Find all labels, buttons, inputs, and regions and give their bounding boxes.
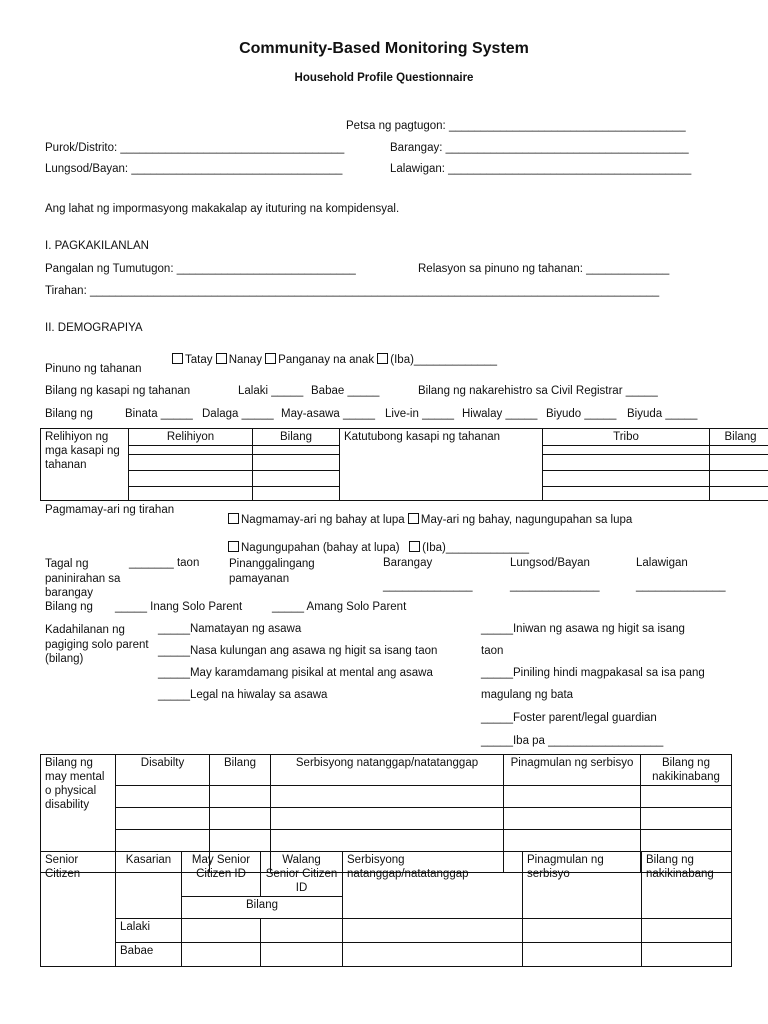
checkbox[interactable] — [377, 353, 388, 364]
section-2-heading: II. DEMOGRAPIYA — [45, 322, 143, 334]
col-service: Serbisyong natanggap/natatanggap — [343, 852, 523, 919]
checkbox[interactable] — [228, 513, 239, 524]
row-male: Lalaki — [116, 919, 182, 943]
checkbox[interactable] — [172, 353, 183, 364]
solo-parent-count-label: Bilang ng — [45, 601, 93, 613]
page-title: Community-Based Monitoring System — [239, 40, 529, 57]
reason-iba[interactable]: _____Iba pa __________________ — [481, 735, 664, 747]
col-count: Bilang — [210, 755, 271, 786]
table-cell[interactable] — [182, 943, 261, 967]
col-beneficiaries: Bilang ng nakikinabang — [642, 852, 732, 919]
religion-label: Relihiyon ng mga kasapi ng tahanan — [41, 429, 129, 501]
civil-registrar-field[interactable]: Bilang ng nakarehistro sa Civil Registrar _____ — [418, 385, 658, 397]
reason-hiwalay[interactable]: _____Legal na hiwalay sa asawa — [158, 689, 328, 701]
table-cell[interactable] — [129, 471, 253, 487]
table-cell[interactable] — [641, 830, 732, 852]
checkbox[interactable] — [409, 541, 420, 552]
origin-lalawigan-label: Lalawigan — [636, 557, 688, 569]
table-cell[interactable] — [523, 943, 642, 967]
option-iba: (Iba)_____________ — [390, 354, 498, 366]
checkbox[interactable] — [216, 353, 227, 364]
ownership-label: Pagmamay-ari ng tirahan — [45, 504, 175, 516]
col-religion: Relihiyon — [129, 429, 253, 446]
col-service: Serbisyong natanggap/natatanggap — [271, 755, 504, 786]
inang-solo-parent[interactable]: _____ Inang Solo Parent — [115, 601, 243, 613]
status-label: Bilang ng — [45, 408, 93, 420]
status-hiwalay[interactable]: Hiwalay _____ — [462, 408, 538, 420]
table-cell[interactable] — [710, 471, 768, 487]
option-renting: Nagungupahan (bahay at lupa) — [241, 542, 400, 554]
col-count: Bilang — [253, 429, 340, 446]
residency-label: Tagal ng paninirahan sa barangay — [45, 558, 121, 599]
table-cell[interactable] — [116, 808, 210, 830]
status-biyudo[interactable]: Biyudo _____ — [546, 408, 617, 420]
table-cell[interactable] — [710, 487, 768, 501]
table-cell[interactable] — [210, 808, 271, 830]
lungsod-field[interactable]: Lungsod/Bayan: _________________________________ — [45, 163, 343, 175]
address-field[interactable]: Tirahan: _________________________________________________________________________________________ — [45, 285, 660, 297]
status-biyuda[interactable]: Biyuda _____ — [627, 408, 698, 420]
table-cell[interactable] — [253, 487, 340, 501]
status-may-asawa[interactable]: May-asawa _____ — [281, 408, 375, 420]
status-binata[interactable]: Binata _____ — [125, 408, 193, 420]
table-cell[interactable] — [182, 919, 261, 943]
count-label: Bilang — [182, 897, 343, 919]
page-subtitle: Household Profile Questionnaire — [294, 72, 474, 84]
col-without-id: Walang Senior Citizen ID — [261, 852, 343, 897]
members-male[interactable]: Lalaki _____ — [238, 385, 304, 397]
lalawigan-field[interactable]: Lalawigan: ______________________________________ — [390, 163, 692, 175]
table-cell[interactable] — [543, 455, 710, 471]
col-with-id: May Senior Citizen ID — [182, 852, 261, 897]
origin-barangay-label: Barangay — [383, 557, 433, 569]
table-cell[interactable] — [271, 830, 504, 852]
reason-kulungan[interactable]: _____Nasa kulungan ang asawa ng higit sa isang taon — [158, 645, 438, 657]
table-cell[interactable] — [129, 446, 253, 455]
reason-foster[interactable]: _____Foster parent/legal guardian — [481, 712, 657, 724]
relation-field[interactable]: Relasyon sa pinuno ng tahanan: _____________ — [418, 263, 670, 275]
origin-lalawigan-field[interactable]: ______________ — [636, 580, 726, 592]
table-cell[interactable] — [504, 786, 641, 808]
table-cell[interactable] — [710, 446, 768, 455]
senior-citizen-table — [40, 851, 732, 967]
option-panganay: Panganay na anak — [278, 354, 375, 366]
confidentiality-note: Ang lahat ng impormasyong makakalap ay ituturing na kompidensyal. — [45, 203, 400, 215]
head-label: Pinuno ng tahanan — [45, 363, 142, 375]
residency-years[interactable]: _______ taon — [129, 557, 200, 569]
table-cell[interactable] — [543, 446, 710, 455]
head-options — [172, 353, 497, 366]
table-cell[interactable] — [129, 455, 253, 471]
table-cell[interactable] — [504, 808, 641, 830]
table-cell[interactable] — [210, 786, 271, 808]
table-cell[interactable] — [523, 919, 642, 943]
origin-lungsod-label: Lungsod/Bayan — [510, 557, 590, 569]
table-cell[interactable] — [343, 919, 523, 943]
senior-label: Senior Citizen — [41, 852, 116, 967]
respondent-field[interactable]: Pangalan ng Tumutugon: ____________________________ — [45, 263, 356, 275]
col-tribe-count: Bilang — [710, 429, 768, 446]
table-cell[interactable] — [642, 943, 732, 967]
petsa-field[interactable]: Petsa ng pagtugon: _____________________________________ — [346, 120, 686, 132]
table-cell[interactable] — [642, 919, 732, 943]
origin-barangay-field[interactable]: ______________ — [383, 580, 473, 592]
section-1-heading: I. PAGKAKILANLAN — [45, 240, 149, 252]
amang-solo-parent[interactable]: _____ Amang Solo Parent — [272, 601, 407, 613]
members-label: Bilang ng kasapi ng tahanan — [45, 385, 191, 397]
members-female[interactable]: Babae _____ — [311, 385, 380, 397]
option-nanay: Nanay — [228, 354, 262, 366]
row-female: Babae — [116, 943, 182, 967]
origin-lungsod-field[interactable]: ______________ — [510, 580, 600, 592]
col-tribe: Tribo — [543, 429, 710, 446]
table-cell[interactable] — [116, 786, 210, 808]
status-live-in[interactable]: Live-in _____ — [385, 408, 455, 420]
option-own-house: May-ari ng bahay, nagungupahan sa lupa — [420, 514, 633, 526]
reason-piniling-cont: magulang ng bata — [481, 689, 574, 701]
table-cell[interactable] — [641, 786, 732, 808]
table-cell[interactable] — [710, 455, 768, 471]
barangay-field[interactable]: Barangay: ______________________________________ — [390, 142, 689, 154]
ownership-row-1 — [228, 513, 632, 526]
table-cell[interactable] — [543, 471, 710, 487]
option-tatay: Tatay — [185, 354, 213, 366]
table-cell[interactable] — [116, 830, 210, 852]
option-own-house-lot: Nagmamay-ari ng bahay at lupa — [241, 514, 405, 526]
table-cell[interactable] — [253, 455, 340, 471]
table-cell[interactable] — [343, 943, 523, 967]
table-cell[interactable] — [261, 919, 343, 943]
reason-karamdaman[interactable]: _____May karamdamang pisikal at mental ang asawa — [158, 667, 433, 679]
reason-piniling[interactable]: _____Piniling hindi magpakasal sa isa pang — [481, 667, 705, 679]
col-disability: Disabilty — [116, 755, 210, 786]
table-cell[interactable] — [129, 487, 253, 501]
reason-namatayan[interactable]: _____Namatayan ng asawa — [158, 623, 302, 635]
table-cell[interactable] — [253, 446, 340, 455]
col-beneficiaries: Bilang ng nakikinabang — [641, 755, 732, 786]
origin-label: Pinanggalingang pamayanan — [229, 558, 315, 585]
table-cell[interactable] — [271, 808, 504, 830]
table-cell[interactable] — [253, 471, 340, 487]
option-iba: (Iba)_____________ — [422, 542, 529, 554]
col-source: Pinagmulan ng serbisyo — [523, 852, 642, 919]
checkbox[interactable] — [408, 513, 419, 524]
solo-parent-reason-label: Kadahilanan ng pagiging solo parent (bilang) — [45, 624, 149, 665]
religion-table — [40, 428, 768, 501]
status-dalaga[interactable]: Dalaga _____ — [202, 408, 274, 420]
col-gender: Kasarian — [116, 852, 182, 919]
table-cell[interactable] — [543, 487, 710, 501]
table-cell[interactable] — [504, 830, 641, 852]
checkbox[interactable] — [228, 541, 239, 552]
disability-label: Bilang ng may mental o physical disability — [41, 755, 116, 873]
indigenous-label: Katutubong kasapi ng tahanan — [340, 429, 543, 501]
table-cell[interactable] — [210, 830, 271, 852]
table-cell[interactable] — [261, 943, 343, 967]
reason-iniwan[interactable]: _____Iniwan ng asawa ng higit sa isang — [481, 623, 685, 635]
purok-field[interactable]: Purok/Distrito: ___________________________________ — [45, 142, 345, 154]
ownership-row-2 — [228, 541, 529, 554]
table-cell[interactable] — [641, 808, 732, 830]
col-source: Pinagmulan ng serbisyo — [504, 755, 641, 786]
table-cell[interactable] — [271, 786, 504, 808]
checkbox[interactable] — [265, 353, 276, 364]
reason-iniwan-cont: taon — [481, 645, 504, 657]
